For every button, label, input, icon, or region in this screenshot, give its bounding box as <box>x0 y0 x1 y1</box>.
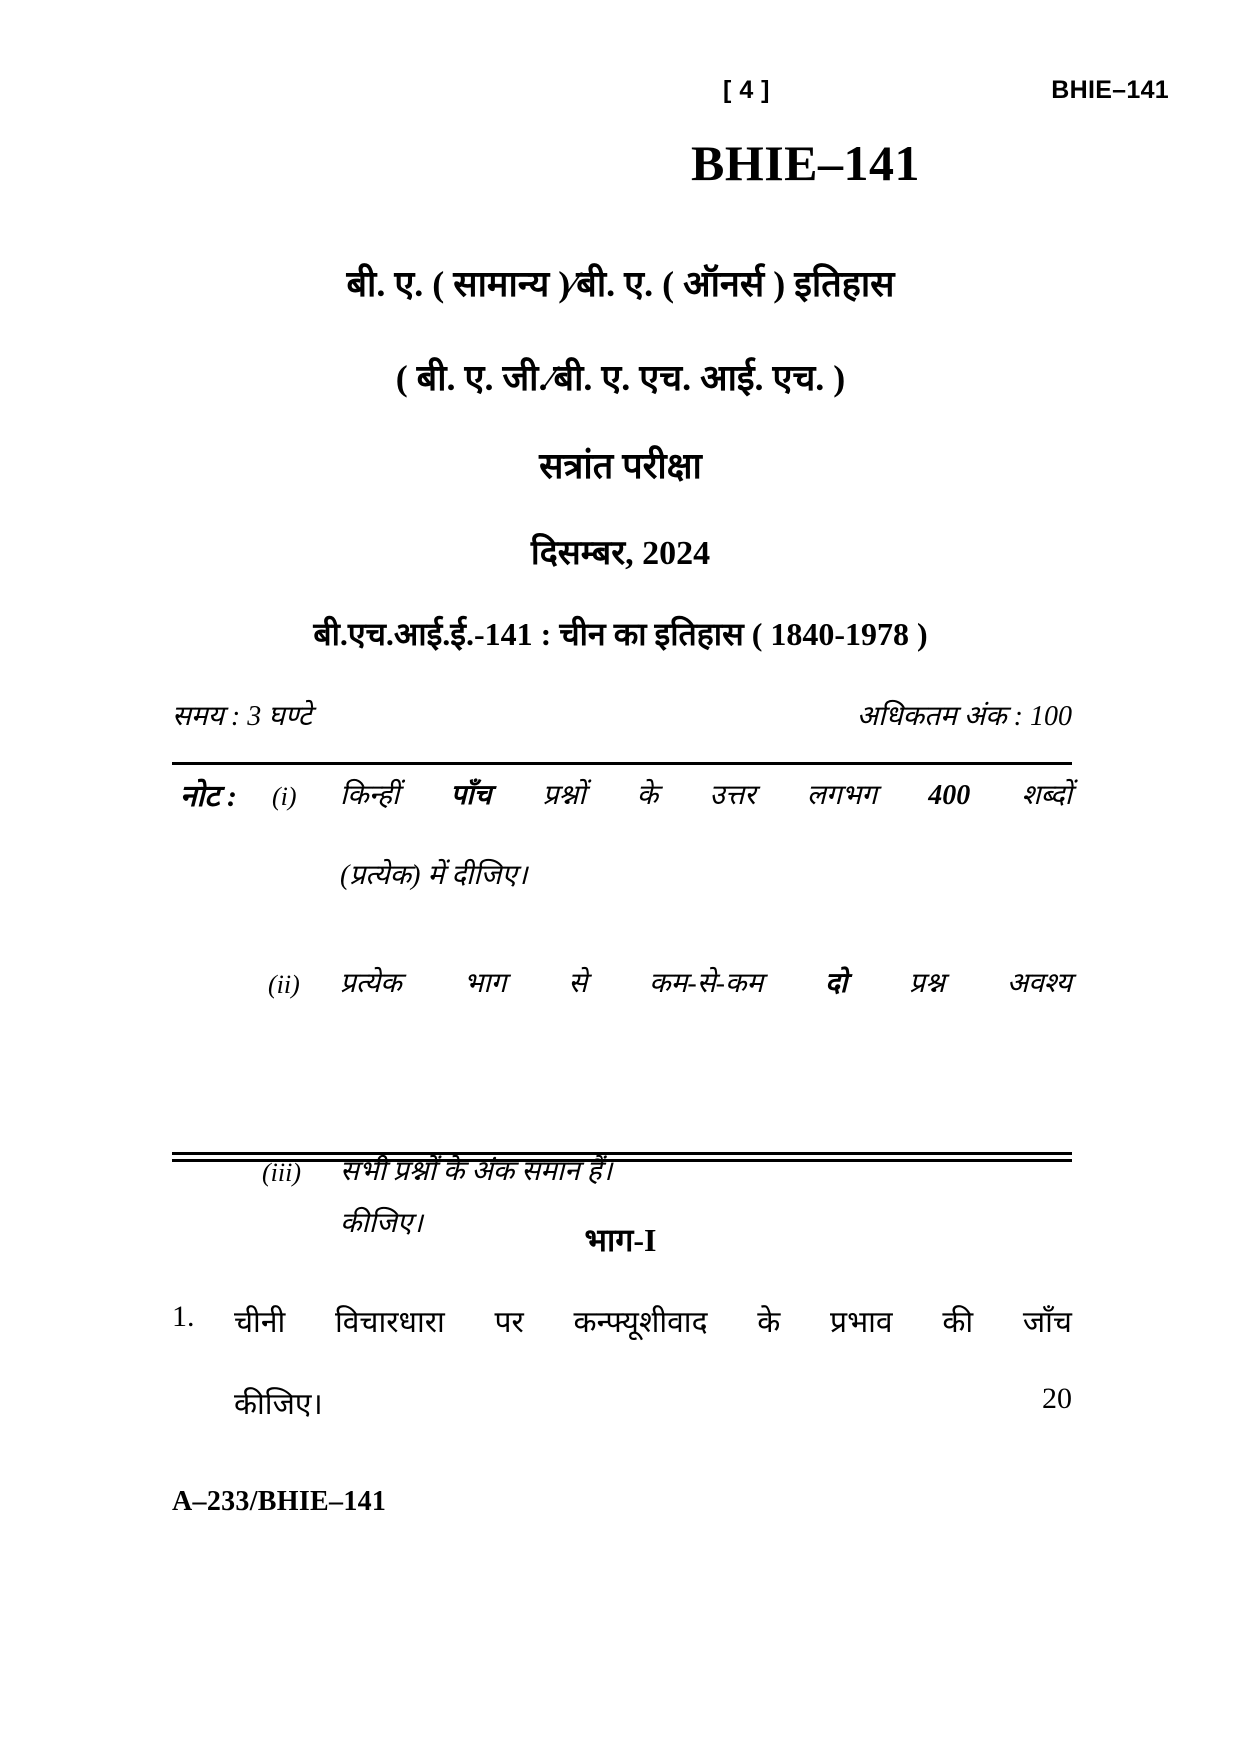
note-ii-line2: कीजिए। <box>340 1208 423 1239</box>
note-ii-w5: दो <box>825 968 848 999</box>
exam-meta-row <box>172 696 1072 740</box>
note-text-iii: सभी प्रश्नों के अंक समान हैं। <box>340 1156 613 1187</box>
exam-session-line: दिसम्बर, 2024 <box>530 535 711 572</box>
note-ii-w1: प्रत्येक <box>340 968 402 999</box>
header-paper-code: BHIE–141 <box>1051 76 1169 104</box>
q1-w1: चीनी <box>234 1306 286 1339</box>
question-item <box>172 1300 1072 1421</box>
note-i-w8: शब्दों <box>1021 780 1072 811</box>
exam-duration: समय : 3 घण्टे <box>172 701 312 732</box>
note-i-w5: उत्तर <box>709 780 756 811</box>
note-i-w2: पाँच <box>450 780 492 811</box>
note-i-w1: किन्हीं <box>340 780 400 811</box>
question-text-line2-row <box>234 1382 1072 1423</box>
note-roman-i: (i) <box>272 782 297 811</box>
note-i-w6: लगभग <box>806 780 878 811</box>
page-number: [ 4 ] <box>723 76 770 104</box>
question-number: 1. <box>172 1300 195 1333</box>
note-text-i <box>340 782 1072 810</box>
q1-w8: जाँच <box>1022 1306 1072 1339</box>
rule-above-notes <box>172 762 1072 765</box>
footer-paper-ref: A–233/BHIE–141 <box>172 1486 387 1517</box>
notes-block <box>172 780 1072 1239</box>
note-roman-iii: (iii) <box>262 1158 301 1187</box>
note-i-w3: प्रश्नों <box>542 780 586 811</box>
note-ii-w6: प्रश्न <box>909 968 945 999</box>
question-text-line1 <box>234 1300 1072 1341</box>
question-text-line2: कीजिए। <box>234 1388 323 1421</box>
rule-below-notes <box>172 1152 1072 1161</box>
degree-abbrev-line: ( बी. ए. जी.∕बी. ए. एच. आई. एच. ) <box>395 358 846 398</box>
note-ii-w7: अवश्य <box>1006 968 1072 999</box>
q1-w6: प्रभाव <box>830 1306 893 1339</box>
note-label: नोट : <box>180 780 238 813</box>
note-i-w4: के <box>636 780 659 811</box>
note-i-line2: (प्रत्येक) में दीजिए। <box>340 860 528 891</box>
section-heading-part-1: भाग-I <box>584 1222 657 1258</box>
note-i-w7: 400 <box>928 780 971 811</box>
note-ii-w3: से <box>568 968 588 999</box>
note-item-iii <box>172 1158 1072 1186</box>
q1-w5: के <box>757 1306 781 1339</box>
exam-type-line: सत्रांत परीक्षा <box>539 446 702 486</box>
note-item-i <box>172 780 1072 891</box>
note-text-ii <box>340 970 1072 998</box>
paper-code-title: BHIE–141 <box>690 135 921 191</box>
q1-w7: की <box>942 1306 974 1339</box>
note-ii-w2: भाग <box>463 968 507 999</box>
question-marks: 20 <box>1042 1382 1072 1415</box>
note-roman-ii: (ii) <box>268 970 300 999</box>
q1-w4: कन्फ्यूशीवाद <box>573 1306 708 1339</box>
degree-title-line: बी. ए. ( सामान्य )∕बी. ए. ( ऑनर्स ) इतिहास <box>346 264 895 304</box>
note-ii-w4: कम-से-कम <box>649 968 764 999</box>
course-title-line: बी.एच.आई.ई.-141 : चीन का इतिहास ( 1840-1978 ) <box>313 616 928 652</box>
exam-max-marks: अधिकतम अंक : 100 <box>856 701 1072 732</box>
q1-w2: विचारधारा <box>334 1306 445 1339</box>
q1-w3: पर <box>494 1306 524 1339</box>
running-header <box>0 76 1241 110</box>
